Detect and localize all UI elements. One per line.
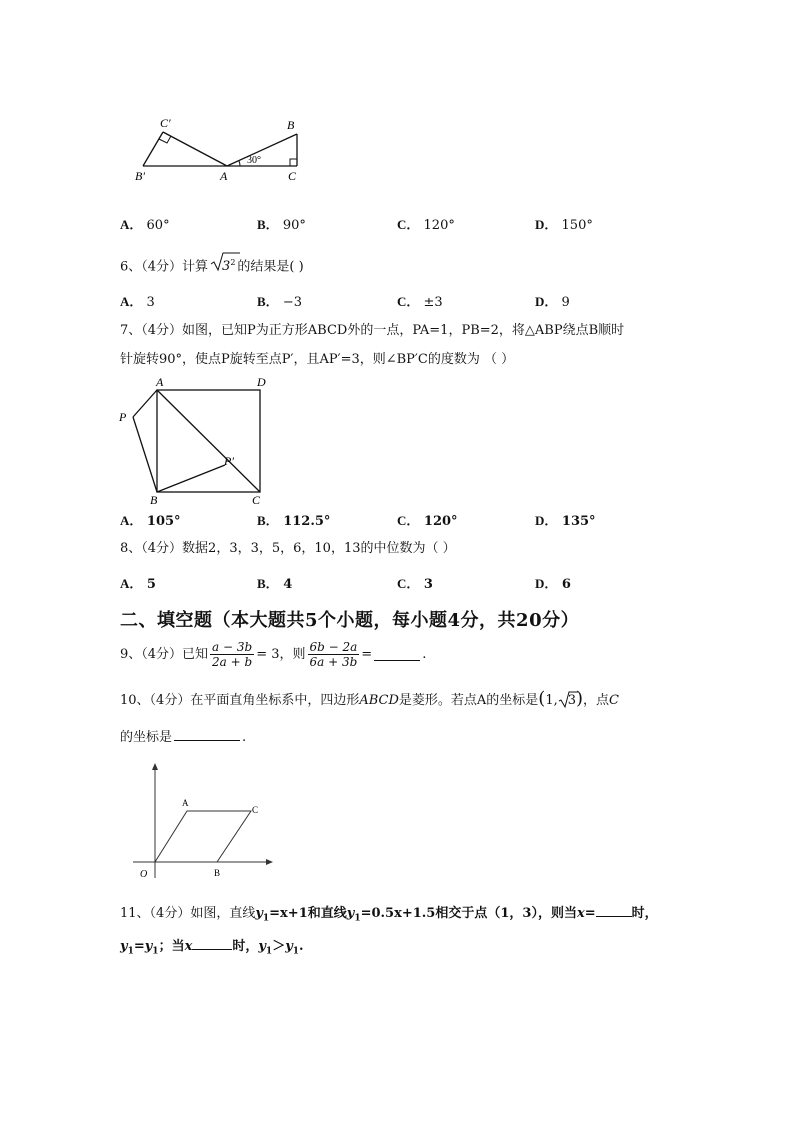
label-o: O (140, 869, 148, 880)
segment-c-prime-b-prime (143, 132, 163, 166)
q5-option-c[interactable]: C． 120° (397, 217, 455, 233)
section-2-title: 二、填空题（本大题共5个小题，每小题4分，共20分） (120, 610, 580, 631)
q6-option-a[interactable]: A． 3 (120, 294, 155, 310)
figure-q5-triangles (130, 110, 310, 190)
label-b: B (214, 868, 221, 878)
question-6: 6、（4分）计算 $3^2$ 的结果是( ) (120, 254, 304, 276)
label-c: C (288, 169, 297, 183)
label-p: P (119, 410, 127, 424)
answer-blank-q11-2[interactable] (192, 937, 232, 950)
rhombus-oabc (155, 811, 251, 862)
label-a: A (182, 798, 189, 808)
label-b: B (287, 118, 295, 132)
question-9: 9、（4分）已知 $\frac{a - 3b}{2a + b}$ = 3，则 $\frac{6b - 2a}{6a + 3b}$ = . (120, 640, 427, 669)
q7-option-c[interactable]: C． 120° (397, 513, 458, 529)
question-11-line-1: 11、（4分）如图，直线$y_1=x+1$和直线$y_1=0.5x+1.5$相交于点（1，3），则当x= 时， (120, 906, 658, 924)
q7-option-a[interactable]: A． 105° (120, 513, 181, 529)
figure-q10-rhombus (130, 760, 280, 885)
segment-a-c (157, 390, 260, 492)
question-10-line-2: 的坐标是 . (120, 730, 247, 745)
label-b: B (150, 493, 158, 507)
question-8: 8、（4分）数据2，3，3，5，6，10，13的中位数为（ ） (120, 541, 456, 556)
label-a: A (220, 169, 228, 183)
q5-option-d[interactable]: D． 150° (535, 217, 593, 233)
segment-p-b (133, 417, 157, 492)
right-angle-mark-c-prime (159, 136, 171, 143)
q5-option-a[interactable]: A． 60° (120, 217, 170, 233)
q6-option-b[interactable]: B． −3 (257, 294, 302, 310)
sqrt-expression: $3^2$ (210, 254, 235, 276)
segment-b-p-prime (157, 465, 225, 492)
question-7-line-1: 7、（4分）如图，已知P为正方形ABCD外的一点，PA=1，PB=2，将△ABP绕点B顺时 (120, 323, 625, 338)
q5-option-b[interactable]: B． 90° (257, 217, 306, 233)
segment-p-a (133, 390, 157, 417)
label-c: C (252, 805, 259, 815)
q7-option-d[interactable]: D． 135° (535, 513, 596, 529)
q8-option-a[interactable]: A． 5 (120, 576, 156, 592)
question-11-line-2: $y_1=y_1$；当x 时，$y_1>y_1$. (120, 939, 304, 957)
label-d: D (257, 375, 266, 389)
fraction-1: $\frac{a - 3b}{2a + b}$ (212, 640, 253, 669)
label-angle-30: 30° (247, 155, 261, 166)
answer-blank-q11-1[interactable] (596, 904, 632, 917)
figure-q7-square (115, 372, 275, 507)
y-axis-arrow-icon (152, 763, 158, 770)
q6-option-d[interactable]: D． 9 (535, 294, 570, 310)
sqrt-3: 3 (558, 692, 576, 710)
q6-option-c[interactable]: C． ±3 (397, 294, 443, 310)
segment-a-b (227, 134, 297, 166)
q8-option-b[interactable]: B． 4 (257, 576, 293, 592)
q8-option-d[interactable]: D． 6 (535, 576, 571, 592)
angle-arc-30 (239, 161, 240, 166)
q8-option-c[interactable]: C． 3 (397, 576, 433, 592)
label-b-prime: B′ (135, 169, 145, 183)
x-axis-arrow-icon (266, 859, 273, 865)
label-a: A (156, 375, 164, 389)
question-7-line-2: 针旋转90°，使点P旋转至点P′，且AP′=3，则∠BP′C的度数为 （ ） (120, 352, 515, 367)
coordinate-a: ( (538, 688, 546, 709)
fraction-2: $\frac{6b - 2a}{6a + 3b}$ (309, 640, 358, 669)
q7-option-b[interactable]: B． 112.5° (257, 513, 331, 529)
answer-blank-q10[interactable] (174, 728, 240, 741)
answer-blank-q9[interactable] (374, 648, 420, 661)
label-c: C (252, 493, 261, 507)
right-angle-mark-c (290, 159, 297, 166)
question-10-line-1: 10、（4分）在平面直角坐标系中，四边形ABCD是菱形。若点A的坐标是(1, 3)，点C (120, 688, 619, 709)
label-p-prime: P′ (224, 454, 234, 468)
label-c-prime: C′ (160, 116, 171, 130)
segment-c-prime-a (163, 132, 227, 166)
